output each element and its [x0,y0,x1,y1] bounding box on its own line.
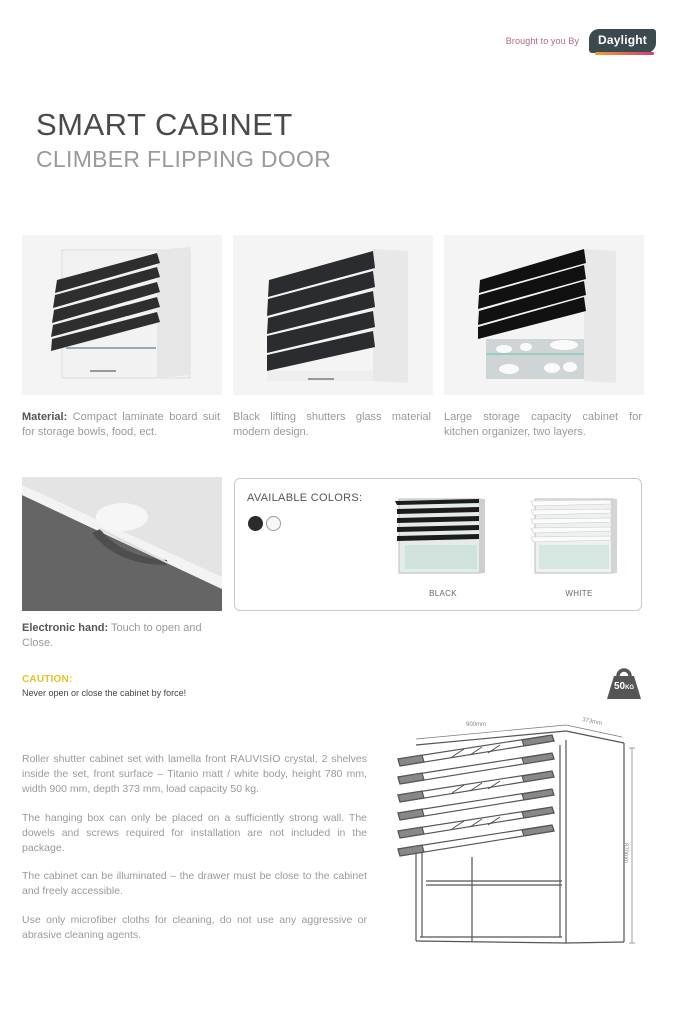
variant-label-black: BLACK [429,589,457,598]
feature-material [22,410,220,440]
cabinet-photo-open [22,235,222,395]
color-swatch-black[interactable] [248,516,263,531]
available-colors-panel [234,478,642,611]
handle-closeup-photo [22,477,222,611]
color-swatch-white[interactable] [266,516,281,531]
dimension-depth: 373mm [581,716,603,728]
daylight-logo: Daylight [589,29,656,53]
feature-text: Large storage capacity cabinet for kitchen organizer, two layers. [444,411,642,438]
caution-title: CAUTION: [22,674,73,685]
variant-image-white [527,495,619,575]
feature-storage [444,410,642,440]
description-paragraph: The cabinet can be illuminated – the drawer must be close to the cabinet and freely accessible. [22,870,367,897]
cabinet-photo-dishes [444,235,644,395]
available-colors-label: AVAILABLE COLORS: [247,492,363,504]
feature-text: Compact laminate board suit for storage bowls, food, ect. [22,411,221,438]
variant-image-black [395,495,487,575]
feature-label: Electronic hand: [22,622,109,634]
feature-label: Material: [22,411,68,423]
variant-label-white: WHITE [565,589,593,598]
description-paragraph: Use only microfiber cloths for cleaning, do not use any aggressive or abrasive cleaning agents. [22,914,367,941]
page-title: SMART CABINET [36,107,293,142]
feature-text: Black lifting shutters glass material modern design. [233,411,431,438]
feature-electronic-hand [22,621,220,651]
brought-by-text: Brought to you By [505,36,580,46]
description-paragraph: Roller shutter cabinet set with lamella front RAUVISIO crystal, 2 shelves inside the set, front surface – Titanio matt / white body, height 780 mm, width 900 mm, depth 373 mm, load capacity 50 kg. [22,753,367,795]
dimension-width: 900mm [466,722,487,728]
feature-text: Touch to open and Close. [22,622,202,649]
cabinet-dimension-diagram [392,715,652,950]
cabinet-photo-closed [233,235,433,395]
page-subtitle: CLIMBER FLIPPING DOOR [36,146,332,172]
load-capacity-badge [606,666,642,700]
caution-text: Never open or close the cabinet by force! [22,688,187,698]
brand-header [506,29,656,53]
load-capacity-value: 50KG [613,681,635,692]
description-paragraph: The hanging box can only be placed on a sufficiently strong wall. The dowels and screws required for installation are not included in the package. [22,812,367,854]
dimension-height: 870mm [622,843,628,864]
feature-shutters [233,410,431,440]
